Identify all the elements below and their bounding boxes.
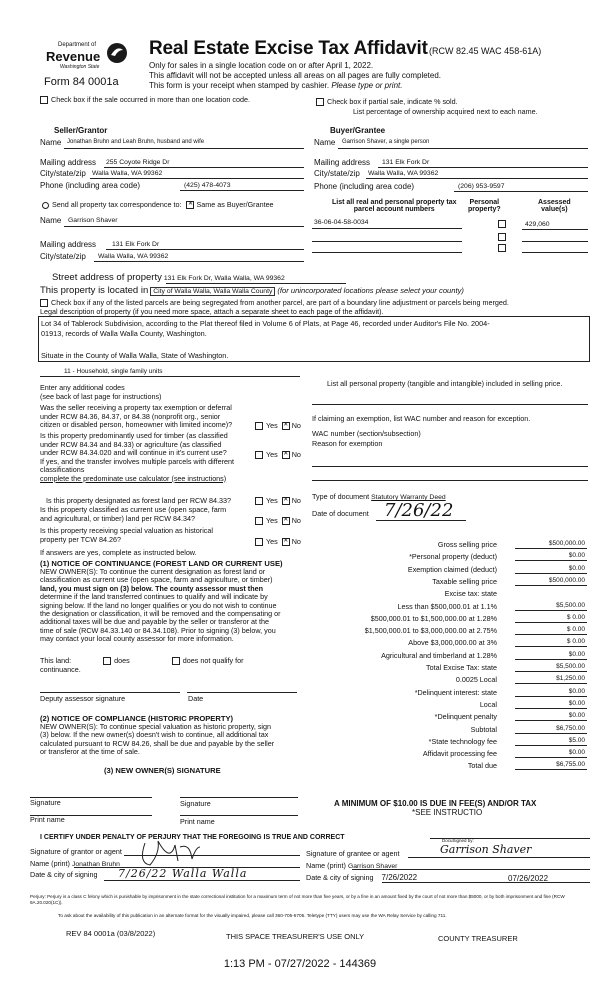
- personal-property-checkbox[interactable]: [498, 220, 506, 228]
- seller-name-label: Name: [40, 138, 62, 147]
- fee-amount[interactable]: $1,250.00: [556, 675, 585, 683]
- corr-mailing-label: Mailing address: [40, 240, 97, 249]
- current-use-no-checkbox[interactable]: ✕: [283, 517, 289, 524]
- personal-property-checkbox[interactable]: [498, 233, 506, 241]
- street-address-row: Street address of property 131 Elk Fork Dr, Walla Walla, WA 99362: [52, 272, 285, 283]
- segregate-row: Check box if any of the listed parcels are being segregated from another parcel, are part of a boundary line adjustment or parcels being merged.: [40, 298, 509, 307]
- personal-property-list-label: List all personal property (tangible and intangible) included in selling price.: [327, 379, 563, 388]
- fee-amount[interactable]: $0.00: [568, 749, 585, 757]
- fee-amount[interactable]: $0.00: [568, 552, 585, 560]
- fee-row: [310, 663, 587, 673]
- located-note: (for unincorporated locations please select your county): [277, 286, 464, 295]
- notice-continuance-title: (1) NOTICE OF CONTINUANCE (FOREST LAND OR CURRENT USE): [40, 559, 283, 568]
- historic-yes-checkbox[interactable]: [255, 538, 263, 546]
- fee-label: *Delinquent penalty: [434, 712, 497, 722]
- fee-amount[interactable]: $5,500.00: [556, 601, 585, 609]
- not-qualify-checkbox[interactable]: [172, 657, 180, 665]
- fee-amount[interactable]: $ 0.00: [566, 626, 585, 634]
- fee-row: [310, 725, 587, 735]
- fee-row: [310, 638, 587, 648]
- fee-label: Agricultural and timberland at 1.28%: [381, 650, 497, 660]
- street-address-field[interactable]: 131 Elk Fork Dr, Walla Walla, WA 99362: [163, 275, 285, 282]
- timber-yes-checkbox[interactable]: [255, 451, 263, 459]
- historic-answer: Yes ✕ No: [255, 537, 301, 546]
- fee-amount[interactable]: $6,750.00: [556, 724, 585, 732]
- corr-city-label: City/state/zip: [40, 252, 86, 261]
- header-note-2: This affidavit will not be accepted unless all areas on all pages are fully completed.: [149, 71, 442, 80]
- exemption-yes-checkbox[interactable]: [255, 422, 263, 430]
- buyer-name-label: Name: [314, 138, 336, 147]
- fee-amount[interactable]: $0.00: [568, 564, 585, 572]
- buyer-city-field[interactable]: Walla Walla, WA 99362: [368, 170, 439, 177]
- grantor-date-label: Date & city of signing: [30, 870, 98, 879]
- additional-codes-label: Enter any additional codes (see back of last page for instructions): [40, 383, 162, 401]
- instruction-note: If answers are yes, complete as instructed below.: [40, 548, 197, 557]
- fee-label: 0.0025 Local: [455, 675, 497, 685]
- owner-print-name-label-2: Print name: [180, 817, 215, 826]
- parcel-number[interactable]: 36-06-04-58-0034: [314, 219, 369, 226]
- fee-row: [310, 761, 587, 771]
- seller-mailing-label: Mailing address: [40, 158, 97, 167]
- docusign-label: DocuSigned by:: [442, 838, 474, 843]
- fee-row: [310, 614, 587, 624]
- logo-dept: Department of: [58, 42, 97, 48]
- treasurer-use-label: THIS SPACE TREASURER'S USE ONLY: [226, 932, 365, 941]
- doc-date-field[interactable]: 7/26/22: [384, 500, 454, 521]
- partial-sale-sub: List percentage of ownership acquired next to each name.: [353, 107, 538, 116]
- fee-label: Above $3,000,000.00 at 3%: [408, 638, 497, 648]
- timber-question: Is this property predominantly used for timber (as classified under RCW 84.34 and 84.33) or agriculture (as classified under RCW 84.34.020 and will continue in it's current use? If yes, and the transfer involves multiple parcels with different classifications complete the predominate use calculator (see instructions): [40, 431, 235, 483]
- seller-city-field[interactable]: Walla Walla, WA 99362: [92, 170, 163, 177]
- deputy-date-label: Date: [188, 694, 204, 703]
- doc-date-row: Date of document: [312, 509, 369, 518]
- rev-number: REV 84 0001a (03/8/2022): [66, 929, 156, 938]
- buyer-phone-label: Phone (including area code): [314, 182, 415, 191]
- personal-heading: Personal property?: [468, 199, 501, 213]
- corr-mailing-field[interactable]: 131 Elk Fork Dr: [112, 241, 160, 248]
- owner-signature-label-2: Signature: [180, 799, 211, 808]
- fee-label: Local: [479, 699, 497, 709]
- county-treasurer-label: COUNTY TREASURER: [438, 934, 518, 943]
- forest-yes-checkbox[interactable]: [255, 497, 263, 505]
- current-use-answer: Yes ✕ No: [255, 516, 301, 525]
- timber-answer: Yes ✕ No: [255, 450, 301, 459]
- seller-heading: Seller/Grantor: [54, 126, 108, 135]
- located-row: This property is located in City of Walla Walla, Walla Walla County (for unincorporated locations please select your county): [40, 285, 464, 296]
- fee-label: $500,000.01 to $1,500,000.00 at 1.28%: [370, 613, 497, 623]
- buyer-mailing-field[interactable]: 131 Elk Fork Dr: [382, 159, 430, 166]
- exemption-claim-label: If claiming an exemption, list WAC number and reason for exception.: [312, 414, 531, 423]
- same-as-buyer-checkbox[interactable]: ✕: [187, 201, 193, 208]
- grantor-name-field[interactable]: Jonathan Bruhn: [71, 861, 120, 868]
- fee-label: Total Excise Tax: state: [426, 663, 497, 672]
- legal-label: Legal description of property (if you need more space, attach a separate sheet to each page of the affidavit).: [40, 307, 384, 316]
- fee-row: [310, 589, 587, 599]
- fee-row: [310, 675, 587, 685]
- fee-amount[interactable]: $ 0.00: [566, 613, 585, 621]
- buyer-city-label: City/state/zip: [314, 169, 360, 178]
- fee-amount[interactable]: $0.00: [568, 650, 585, 658]
- assessed-heading: Assessed value(s): [538, 199, 571, 213]
- does-qualify-checkbox[interactable]: [103, 657, 111, 665]
- minimum-fee-note: A MINIMUM OF $10.00 IS DUE IN FEE(S) AND/OR TAX: [334, 799, 537, 808]
- personal-property-checkbox[interactable]: [498, 244, 506, 252]
- buyer-phone-field[interactable]: (206) 953-9597: [458, 183, 505, 190]
- fee-row: [310, 700, 587, 710]
- fee-label: Gross selling price: [437, 540, 497, 549]
- current-use-question: Is this property classified as current use (open space, farm and agricultural, or timber) land per RCW 84.34?: [40, 505, 227, 523]
- fee-label: $1,500,000.01 to $3,000,000.00 at 2.75%: [364, 626, 497, 636]
- fee-label: Less than $500,000.01 at 1.1%: [397, 601, 497, 611]
- fee-amount[interactable]: $5.00: [568, 736, 585, 744]
- multi-location-checkbox[interactable]: [40, 96, 48, 104]
- fee-row: [310, 688, 587, 698]
- wac-label: WAC number (section/subsection): [312, 429, 421, 438]
- buyer-heading: Buyer/Grantee: [330, 126, 386, 135]
- exemption-no-checkbox[interactable]: ✕: [283, 422, 289, 429]
- grantee-name-field[interactable]: Garrison Shaver: [347, 863, 398, 870]
- doc-type-field[interactable]: Statutory Warranty Deed: [371, 494, 446, 501]
- notice-continuance-body: NEW OWNER(S): To continue the current designation as forest land or classification as current use (open space, farm and agriculture, or timber) land, you must sign on (3) below. The county assessor must then determine if the land transferred continues to qualify and will indicate by signing below. If the land no longer qualifies or you do not wish to continue the designation or classification, it will be removed and the compensating or additional taxes will be due and payable by the seller or transferor at the time of sale (RCW 84.33.140 or 84.34.108). Prior to signing (3) below, you may contact your local county assessor for more information.: [40, 567, 281, 644]
- partial-sale-checkbox[interactable]: [316, 98, 324, 106]
- new-owner-signature-heading: (3) NEW OWNER(S) SIGNATURE: [104, 766, 221, 775]
- timber-no-checkbox[interactable]: ✕: [283, 451, 289, 458]
- fee-amount[interactable]: $0.00: [568, 699, 585, 707]
- doc-type-row: Type of document Statutory Warranty Deed: [312, 492, 446, 501]
- fee-row: [310, 565, 587, 575]
- fee-label: *Personal property (deduct): [409, 552, 497, 562]
- forest-no-checkbox[interactable]: ✕: [283, 497, 289, 504]
- partial-sale-row: Check box if partial sale, indicate % sold.: [316, 97, 458, 106]
- exemption-question: Was the seller receiving a property tax exemption or deferral under RCW 84.36, 84.37, or 84.38 (nonprofit org., senior citizen or disabled person, homeowner with limited income)?: [40, 403, 233, 429]
- owner-print-name-label: Print name: [30, 815, 65, 824]
- form-number: Form 84 0001a: [44, 76, 119, 88]
- fee-row: [310, 712, 587, 722]
- header-note-1: Only for sales in a single location code on or after April 1, 2022.: [149, 61, 374, 70]
- seller-phone-field[interactable]: (425) 478-4073: [184, 182, 231, 189]
- grantee-signature-label: Signature of grantee or agent: [306, 849, 400, 858]
- fee-amount[interactable]: $500,000.00: [548, 540, 585, 547]
- fee-amount[interactable]: $ 0.00: [566, 638, 585, 646]
- fee-row: [310, 651, 587, 661]
- certify-heading: I CERTIFY UNDER PENALTY OF PERJURY THAT THE FOREGOING IS TRUE AND CORRECT: [40, 834, 345, 841]
- buyer-name-field[interactable]: Garrison Shaver, a single person: [342, 139, 430, 145]
- grantee-name-row: Name (print) Garrison Shaver: [306, 861, 398, 870]
- exemption-answer: Yes ✕ No: [255, 421, 301, 430]
- fee-label: *Delinquent interest: state: [414, 687, 497, 697]
- fee-row: [310, 577, 587, 587]
- multi-location-row: Check box if the sale occurred in more than one location code.: [40, 95, 250, 104]
- grantor-name-row: Name (print) Jonathan Bruhn: [30, 859, 120, 868]
- parcel-row: [312, 232, 592, 243]
- seller-city-label: City/state/zip: [40, 169, 86, 178]
- header-note-3: This form is your receipt when stamped by cashier. Please type or print.: [149, 81, 403, 90]
- fee-row: [310, 749, 587, 759]
- logo-state: Washington State: [60, 64, 100, 70]
- current-use-yes-checkbox[interactable]: [255, 517, 263, 525]
- fee-label: *State technology fee: [428, 736, 497, 746]
- continuance-label: continuance.: [40, 665, 81, 674]
- perjury-note: Perjury: Perjury is a class C felony which is punishable by imprisonment in the state correctional institution for a maximum term of not more than five years, or by a fine in an amount fixed by the court of not more than $5000, or by both imprisonment and fine (RCW 9A.20.020(1C)).: [30, 894, 565, 905]
- forest-answer: Yes ✕ No: [255, 496, 301, 505]
- availability-note: To ask about the availability of this publication in an alternate format for the visually impaired, please call 360-705-6705. Teletype (TTY) users may use the WA Relay Service by calling 711.: [58, 913, 447, 918]
- page-title: Real Estate Excise Tax Affidavit: [149, 38, 428, 59]
- fee-label: Exemption claimed (deduct): [407, 564, 497, 574]
- logo-mark-icon: [106, 42, 128, 64]
- statute-ref: (RCW 82.45 WAC 458-61A): [429, 46, 542, 56]
- fee-label: Total due: [467, 761, 497, 771]
- segregate-checkbox[interactable]: [40, 299, 48, 307]
- fee-label: Excise tax: state: [444, 589, 497, 599]
- fee-amount[interactable]: $0.00: [568, 712, 585, 720]
- seller-name-field[interactable]: Jonathan Bruhn and Leah Bruhn, husband and wife: [67, 139, 205, 145]
- notice-compliance-title: (2) NOTICE OF COMPLIANCE (HISTORIC PROPERTY): [40, 714, 234, 723]
- fee-label: Subtotal: [470, 724, 497, 734]
- historic-question: Is this property receiving special valuation as historical property per TCW 84.26?: [40, 526, 213, 544]
- historic-no-checkbox[interactable]: ✕: [283, 538, 289, 545]
- fee-row: [310, 602, 587, 612]
- fee-amount[interactable]: $5,500.00: [556, 663, 585, 670]
- grantor-signature-label: Signature of grantor or agent: [30, 847, 122, 856]
- fee-amount[interactable]: $6,755.00: [556, 761, 585, 769]
- fee-row: [310, 626, 587, 636]
- fee-row: [310, 540, 587, 550]
- assessed-value[interactable]: 429,060: [525, 221, 550, 228]
- corr-name-label: Name: [40, 216, 62, 225]
- notice-compliance-body: NEW OWNER(S): To continue special valuation as historic property, sign (3) below. If the new owner(s) doesn't wish to continue, all additional tax calculated pursuant to RCW 84.26, shall be due and payable by the seller or transferor at the time of sale.: [40, 722, 275, 757]
- reason-label: Reason for exemption: [312, 439, 383, 448]
- grantee-date-row: Date & city of signing 7/26/2022: [306, 873, 418, 882]
- fee-amount[interactable]: $0.00: [568, 687, 585, 695]
- parcel-row: [312, 219, 592, 230]
- fee-label: Affidavit processing fee: [422, 749, 497, 759]
- this-land-row: This land: does does not qualify for: [40, 656, 244, 665]
- grantor-date-field[interactable]: 7/26/22 Walla Walla: [118, 867, 248, 880]
- parcel-row: [312, 243, 592, 254]
- fee-row: [310, 552, 587, 562]
- owner-signature-label: Signature: [30, 798, 61, 807]
- use-code[interactable]: 11 - Household, single family units: [64, 368, 163, 375]
- grantee-date-field-2[interactable]: 07/26/2022: [508, 874, 549, 883]
- grantee-signature-field[interactable]: Garrison Shaver: [440, 843, 532, 856]
- corr-city-field[interactable]: Walla Walla, WA 99362: [98, 253, 169, 260]
- recording-stamp: 1:13 PM - 07/27/2022 - 144369: [223, 958, 377, 970]
- grantee-date-field[interactable]: 7/26/2022: [381, 873, 418, 882]
- logo-revenue: Revenue: [46, 49, 101, 64]
- located-field[interactable]: City of Walla Walla, Walla Walla County: [150, 287, 275, 296]
- forest-question: Is this property designated as forest land per RCW 84.33?: [46, 496, 231, 505]
- buyer-mailing-label: Mailing address: [314, 158, 371, 167]
- deputy-signature-label: Deputy assessor signature: [40, 694, 126, 703]
- legal-description-box[interactable]: Lot 34 of Tablerock Subdivision, according to the Plat thereof filed in Volume 6 of Plats, at Page 46, recorded under Auditor's File No. 2004- 01913, records of Walla Walla County, Washington. Situate in the County of Walla Walla, State of Washington.: [38, 316, 590, 362]
- seller-phone-label: Phone (including area code): [40, 181, 141, 190]
- see-instructions-note: *SEE INSTRUCTIO: [412, 808, 483, 817]
- fee-amount[interactable]: $500,000.00: [548, 576, 585, 584]
- fee-label: Taxable selling price: [432, 576, 497, 586]
- parcel-heading: List all real and personal property tax parcel account numbers: [332, 199, 457, 213]
- correspondence-bullet: [42, 202, 49, 209]
- correspondence-row: Send all property tax correspondence to: ✕ Same as Buyer/Grantee: [42, 200, 274, 209]
- corr-name-field[interactable]: Garrison Shaver: [68, 217, 118, 224]
- seller-mailing-field[interactable]: 255 Coyote Ridge Dr: [106, 159, 170, 166]
- fee-row: [310, 737, 587, 747]
